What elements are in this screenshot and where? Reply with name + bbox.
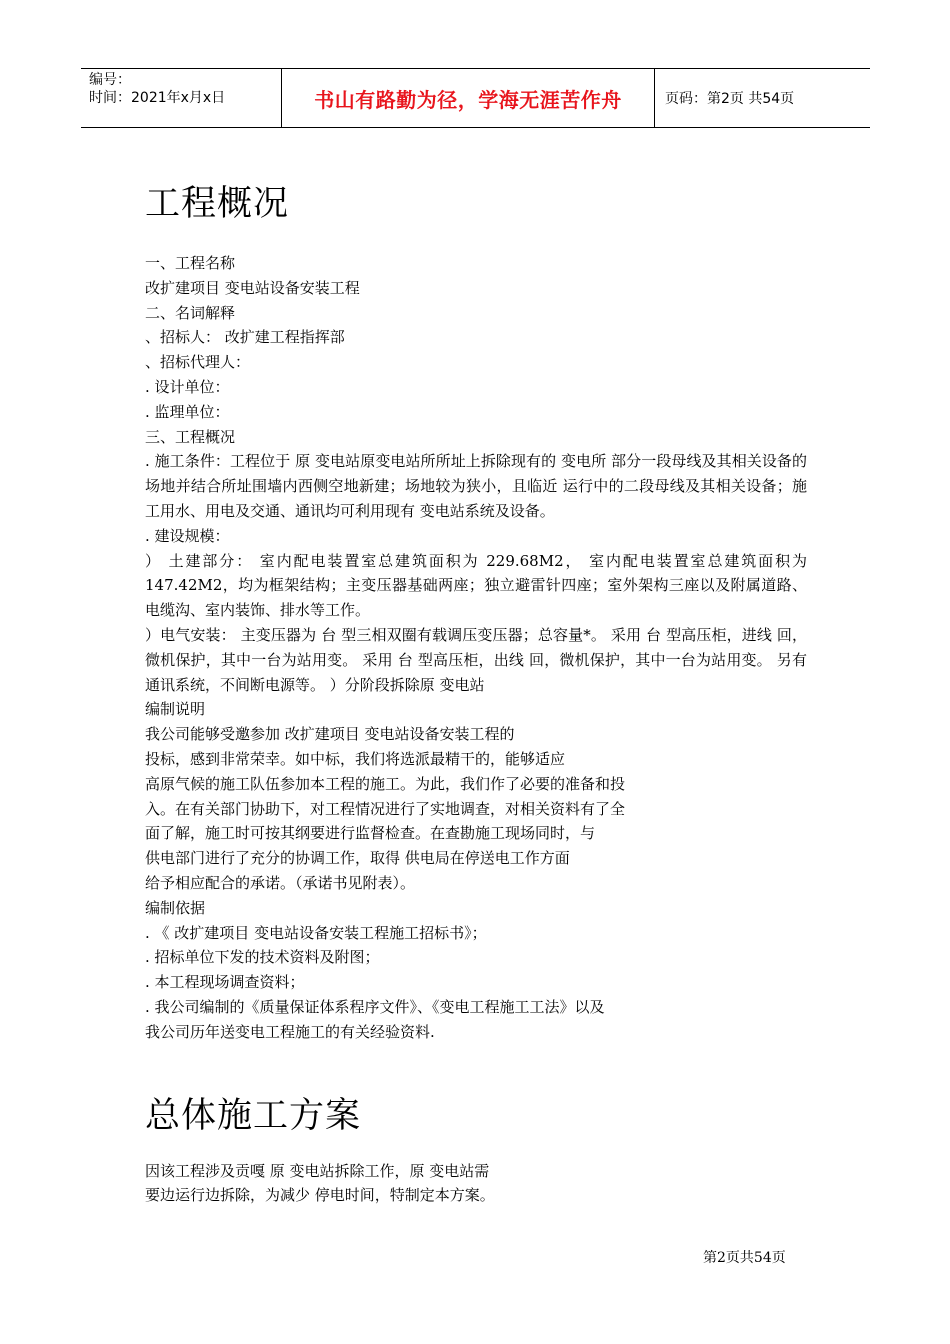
text-line: 三、工程概况 [145,427,236,446]
serial-label: 编号： [89,72,131,88]
time-label: 时间：2021年x月x日 [89,90,226,106]
electrical-installation-paragraph: ）电气安装： 主变压器为 台 型三相双圈有载调压变压器；总容量*。 采用 台 型高压柜，进线 回，微机保护，其中一台为站用变。 采用 台 型高压柜，出线 回，微机保护，其中一台为站用变。 另有通讯系统，不间断电源等。 ）分阶段拆除原 变电站 [145,625,807,694]
text-line: 我公司历年送变电工程施工的有关经验资料. [145,1022,435,1041]
text-line: . 建设规模： [145,526,230,545]
text-line: 给予相应配合的承诺。（承诺书见附表）。 [145,873,416,892]
text-line: 二、名词解释 [145,303,236,322]
header-page-info: 页码：第2页 共54页 [665,91,795,107]
text-line: 改扩建项目 变电站设备安装工程 [145,278,360,297]
text-line: 投标，感到非常荣幸。如中标，我们将选派最精干的，能够适应 [145,749,566,768]
header-motto: 书山有路勤为径，学海无涯苦作舟 [282,69,655,127]
text-line: 高原气候的施工队伍参加本工程的施工。为此，我们作了必要的准备和投 [145,774,626,793]
text-line: . 《 改扩建项目 变电站设备安装工程施工招标书》； [145,923,487,942]
text-line: 、招标人： 改扩建工程指挥部 [145,328,345,347]
text-line: . 本工程现场调查资料； [145,973,305,992]
text-line: 、招标代理人： [145,353,251,372]
text-line: 一、工程名称 [145,254,236,272]
text-line: 编制说明 [145,700,206,719]
construction-conditions-paragraph: . 施工条件：工程位于 原 变电站原变电站所所址上拆除现有的 变电所 部分一段母线及其相关设备的场地并结合所址围墙内西侧空地新建；场地较为狭小，且临近 运行中的二段母线及其相关设备；施工用水、用电及交通、通讯均可利用现有 变电站系统及设备。 [145,452,807,520]
section-title-construction-plan: 总体施工方案 [145,1095,362,1136]
header-meta [81,69,282,127]
text-line: 我公司能够受邀参加 改扩建项目 变电站设备安装工程的 [145,725,515,744]
section-title-overview: 工程概况 [145,184,290,224]
document-body [145,175,815,1208]
page-footer: 第2页共54页 [703,1250,786,1266]
text-line: . 监理单位： [145,402,230,421]
text-line: . 我公司编制的《质量保证体系程序文件》、《变电工程施工工法》以及 [145,997,605,1016]
text-line: 入。在有关部门协助下，对工程情况进行了实地调查，对相关资料有了全 [145,799,626,818]
text-line: 要边运行边拆除，为减少 停电时间，特制定本方案。 [145,1186,495,1205]
text-line: 因该工程涉及贡嘎 原 变电站拆除工作，原 变电站需 [145,1161,490,1180]
page-header [81,68,870,128]
text-line: 供电部门进行了充分的协调工作，取得 供电局在停送电工作方面 [145,849,570,868]
text-line: 编制依据 [145,898,206,917]
text-line: 面了解，施工时可按其纲要进行监督检查。在查勘施工现场同时，与 [145,824,596,843]
civil-works-paragraph: ） 土建部分： 室内配电装置室总建筑面积为 229.68M2， 室内配电装置室总建筑面积为147.42M2，均为框架结构；主变压器基础两座；独立避雷针四座；室外架构三座以及附属道路、电缆沟、室内装饰、排水等工作。 [145,551,807,620]
text-line: . 设计单位： [145,377,230,396]
text-line: . 招标单位下发的技术资料及附图； [145,948,380,967]
